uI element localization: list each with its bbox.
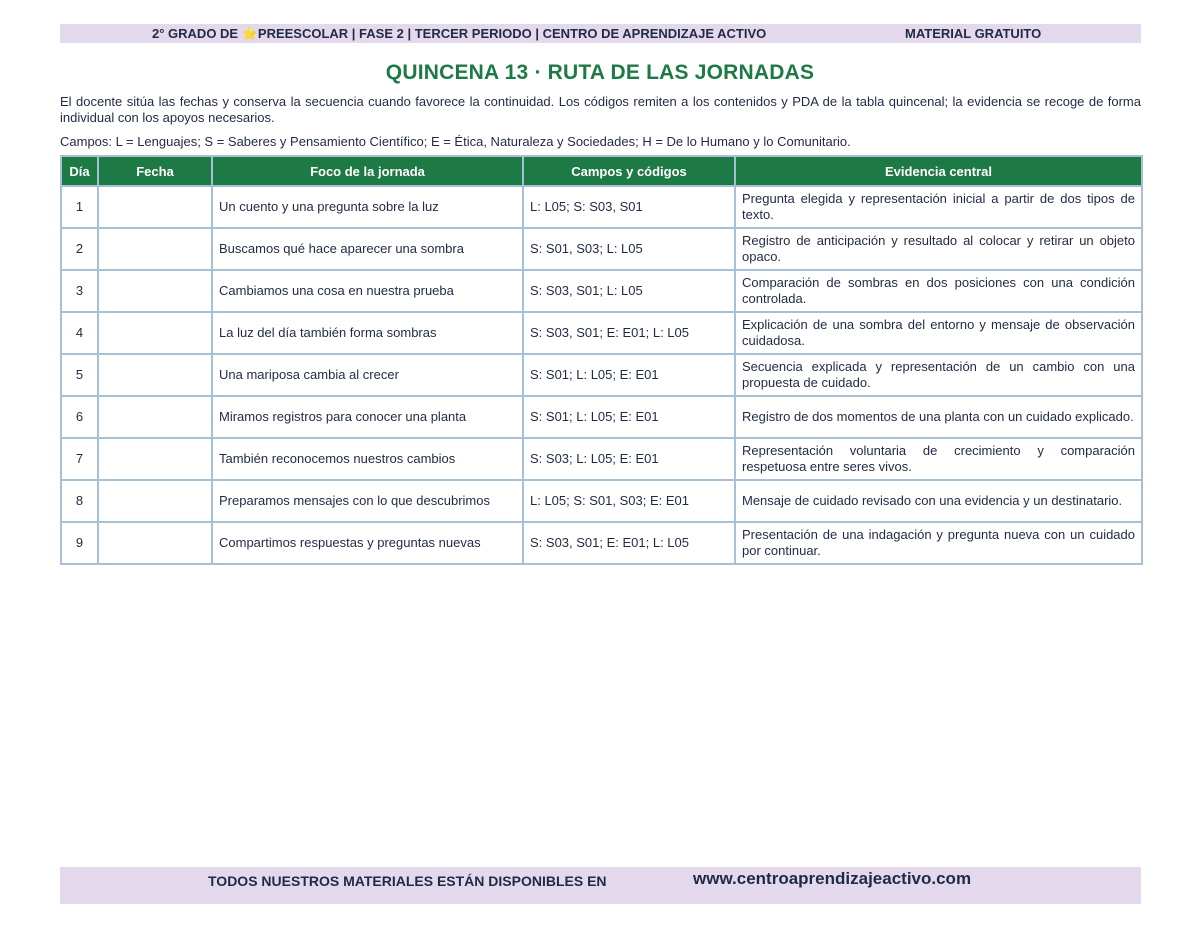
- cell-evidencia: Registro de dos momentos de una planta con un cuidado explicado.: [735, 396, 1142, 438]
- cell-campos: L: L05; S: S03, S01: [523, 186, 735, 228]
- cell-evidencia: Representación voluntaria de crecimiento y comparación respetuosa entre seres vivos.: [735, 438, 1142, 480]
- header-phase-text: PREESCOLAR | FASE 2 | TERCER PERIODO | CENTRO DE APRENDIZAJE ACTIVO: [257, 26, 767, 41]
- table-row: [61, 480, 1142, 522]
- header-band: [60, 24, 1141, 43]
- cell-campos: L: L05; S: S01, S03; E: E01: [523, 480, 735, 522]
- cell-fecha: [98, 354, 212, 396]
- table-body: [61, 186, 1142, 564]
- cell-dia: 3: [61, 270, 98, 312]
- table-row: [61, 270, 1142, 312]
- cell-campos: S: S03, S01; E: E01; L: L05: [523, 522, 735, 564]
- page-title: QUINCENA 13 · RUTA DE LAS JORNADAS: [385, 61, 815, 84]
- campos-legend: Campos: L = Lenguajes; S = Saberes y Pensamiento Científico; E = Ética, Naturaleza y Sociedades; H = De lo Humano y lo Comunitario.: [60, 134, 851, 149]
- table-row: [61, 354, 1142, 396]
- cell-fecha: [98, 522, 212, 564]
- star-icon: ⭐: [241, 26, 258, 41]
- cell-foco: Preparamos mensajes con lo que descubrimos: [212, 480, 523, 522]
- cell-fecha: [98, 186, 212, 228]
- header-foco: Foco de la jornada: [212, 156, 523, 186]
- cell-evidencia: Registro de anticipación y resultado al colocar y retirar un objeto opaco.: [735, 228, 1142, 270]
- footer-label: TODOS NUESTROS MATERIALES ESTÁN DISPONIBLES EN: [208, 873, 607, 889]
- header-free-material: MATERIAL GRATUITO: [905, 26, 1042, 41]
- cell-campos: S: S03, S01; E: E01; L: L05: [523, 312, 735, 354]
- footer-url-link[interactable]: www.centroaprendizajeactivo.com: [693, 869, 972, 888]
- cell-dia: 8: [61, 480, 98, 522]
- cell-foco: La luz del día también forma sombras: [212, 312, 523, 354]
- cell-campos: S: S01, S03; L: L05: [523, 228, 735, 270]
- header-campos: Campos y códigos: [523, 156, 735, 186]
- table-row: [61, 186, 1142, 228]
- cell-evidencia: Mensaje de cuidado revisado con una evidencia y un destinatario.: [735, 480, 1142, 522]
- cell-campos: S: S03; L: L05; E: E01: [523, 438, 735, 480]
- header-dia: Día: [61, 156, 98, 186]
- route-table: [60, 155, 1143, 565]
- cell-fecha: [98, 438, 212, 480]
- cell-foco: Una mariposa cambia al crecer: [212, 354, 523, 396]
- cell-fecha: [98, 228, 212, 270]
- header-fecha: Fecha: [98, 156, 212, 186]
- cell-dia: 1: [61, 186, 98, 228]
- cell-foco: Miramos registros para conocer una planta: [212, 396, 523, 438]
- cell-fecha: [98, 396, 212, 438]
- cell-fecha: [98, 312, 212, 354]
- cell-evidencia: Secuencia explicada y representación de un cambio con una propuesta de cuidado.: [735, 354, 1142, 396]
- cell-dia: 7: [61, 438, 98, 480]
- cell-dia: 6: [61, 396, 98, 438]
- table-header-row: [61, 156, 1142, 186]
- cell-evidencia: Explicación de una sombra del entorno y mensaje de observación cuidadosa.: [735, 312, 1142, 354]
- table-row: [61, 228, 1142, 270]
- table-row: [61, 438, 1142, 480]
- cell-foco: Cambiamos una cosa en nuestra prueba: [212, 270, 523, 312]
- cell-campos: S: S01; L: L05; E: E01: [523, 396, 735, 438]
- cell-evidencia: Presentación de una indagación y pregunta nueva con un cuidado por continuar.: [735, 522, 1142, 564]
- cell-evidencia: Pregunta elegida y representación inicial a partir de dos tipos de texto.: [735, 186, 1142, 228]
- cell-foco: También reconocemos nuestros cambios: [212, 438, 523, 480]
- intro-paragraph: El docente sitúa las fechas y conserva la secuencia cuando favorece la continuidad. Los códigos remiten a los contenidos y PDA de la tabla quincenal; la evidencia se recoge de forma individual con los apoyos necesarios.: [60, 94, 1141, 125]
- cell-foco: Compartimos respuestas y preguntas nuevas: [212, 522, 523, 564]
- cell-fecha: [98, 480, 212, 522]
- cell-dia: 9: [61, 522, 98, 564]
- cell-campos: S: S03, S01; L: L05: [523, 270, 735, 312]
- cell-dia: 5: [61, 354, 98, 396]
- cell-foco: Un cuento y una pregunta sobre la luz: [212, 186, 523, 228]
- table-row: [61, 522, 1142, 564]
- table-row: [61, 312, 1142, 354]
- cell-foco: Buscamos qué hace aparecer una sombra: [212, 228, 523, 270]
- cell-dia: 2: [61, 228, 98, 270]
- cell-evidencia: Comparación de sombras en dos posiciones con una condición controlada.: [735, 270, 1142, 312]
- header-evidencia: Evidencia central: [735, 156, 1142, 186]
- cell-fecha: [98, 270, 212, 312]
- header-grade-info: [152, 26, 766, 42]
- table-row: [61, 396, 1142, 438]
- header-grade-text: 2° GRADO DE: [152, 26, 242, 41]
- cell-dia: 4: [61, 312, 98, 354]
- footer-band: [60, 867, 1141, 904]
- cell-campos: S: S01; L: L05; E: E01: [523, 354, 735, 396]
